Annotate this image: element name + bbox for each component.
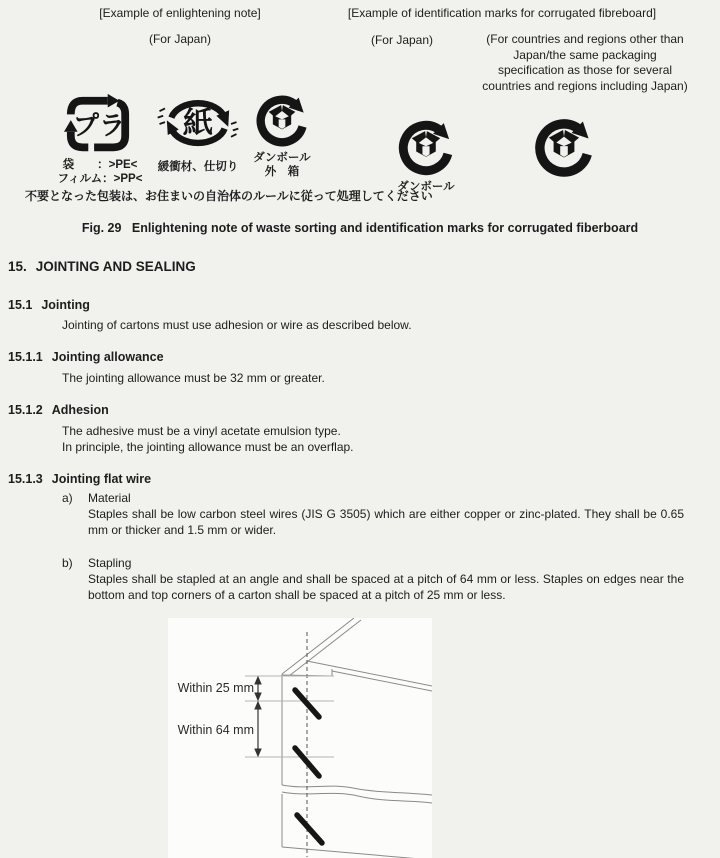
right-example-title: [Example of identification marks for corrugated fibreboard] <box>347 6 657 20</box>
section-15-1-2-body <box>62 424 682 455</box>
header-left <box>60 6 300 46</box>
cardboard-japan-caption-line1: ダンボール <box>253 152 311 164</box>
section-15-1-2-number: 15.1.2 <box>8 403 43 417</box>
section-15-1-2-body-line2: In principle, the jointing allowance must be an overflap. <box>62 439 354 454</box>
item-a-body: Staples shall be low carbon steel wires (JIS G 3505) which are either copper or zinc-plated. They shall be 0.65 mm or thicker and 1.5 mm or wider. <box>88 507 684 537</box>
section-15-1-3-heading <box>8 472 151 486</box>
right-region-japan-label: (For Japan) <box>370 33 434 47</box>
dimension-label-25mm: Within 25 mm <box>177 681 254 695</box>
left-region-label: (For Japan) <box>148 32 212 46</box>
plastic-recycling-icon <box>55 91 141 162</box>
paper-mark-symbol-text: 紙 <box>182 107 214 141</box>
cardboard-intl-caption: ダンボール <box>397 181 455 193</box>
section-15-1-3-title: Jointing flat wire <box>51 472 152 486</box>
plastic-mark-symbol-text: プラ <box>72 110 126 141</box>
section-15-1-body: Jointing of cartons must use adhesion or wire as described below. <box>62 318 412 332</box>
cardboard-recycling-icon-unlabeled <box>530 114 598 185</box>
left-example-title: [Example of enlightening note] <box>99 6 261 20</box>
item-b-heading <box>62 556 690 570</box>
plastic-mark-caption-line2: フィルム：>PP< <box>57 172 143 185</box>
section-15-number: 15. <box>8 259 27 274</box>
section-15-heading <box>8 259 196 274</box>
cardboard-japan-caption-line2: 外 箱 <box>264 165 300 178</box>
paper-mark-caption: 緩衝材、仕切り <box>157 161 239 173</box>
section-15-1-2-title: Adhesion <box>51 403 109 417</box>
cardboard-recycling-icon-labeled <box>394 116 458 183</box>
section-15-1-2-body-line1: The adhesive must be a vinyl acetate emulsion type. <box>62 424 341 438</box>
item-a-heading <box>62 491 690 505</box>
section-15-1-3-number: 15.1.3 <box>8 472 43 486</box>
figure-caption: Fig. 29 Enlightening note of waste sorting and identification marks for corrugated fiberboard <box>81 221 639 235</box>
section-15-1-1-title: Jointing allowance <box>51 350 164 364</box>
paper-recycling-icon <box>152 91 244 160</box>
item-b-marker: b) <box>62 556 73 570</box>
section-15-1-number: 15.1 <box>8 298 33 312</box>
item-a-marker: a) <box>62 491 73 505</box>
cardboard-recycling-icon-japan <box>252 91 312 154</box>
item-a-title: Material <box>88 491 131 505</box>
item-b-title: Stapling <box>88 556 132 570</box>
plastic-mark-caption <box>40 159 160 186</box>
section-15-title: JOINTING AND SEALING <box>35 259 196 274</box>
staple-pitch-diagram <box>168 618 432 858</box>
item-b-body: Staples shall be stapled at an angle and shall be spaced at a pitch of 64 mm or less. Staples on edges near the bottom and top corners of a carton shall be spaced at a pitch of 25 mm or less. <box>88 572 684 602</box>
section-15-1-title: Jointing <box>41 298 90 312</box>
section-15-1-1-body: The jointing allowance must be 32 mm or greater. <box>62 371 325 385</box>
section-15-1-heading <box>8 298 90 312</box>
right-region-other-label: (For countries and regions other than Japan/the same packaging specification as those for several countries and regions including Japan) <box>482 32 688 93</box>
dimension-label-64mm: Within 64 mm <box>177 723 254 737</box>
cardboard-japan-caption <box>239 152 325 179</box>
disposal-note: 不要となった包装は、お住まいの自治体のルールに従って処理してください <box>25 189 433 203</box>
section-15-1-1-heading <box>8 350 164 364</box>
section-15-1-2-heading <box>8 403 109 417</box>
section-15-1-1-number: 15.1.1 <box>8 350 43 364</box>
plastic-mark-caption-line1: 袋 ：>PE< <box>62 159 138 171</box>
